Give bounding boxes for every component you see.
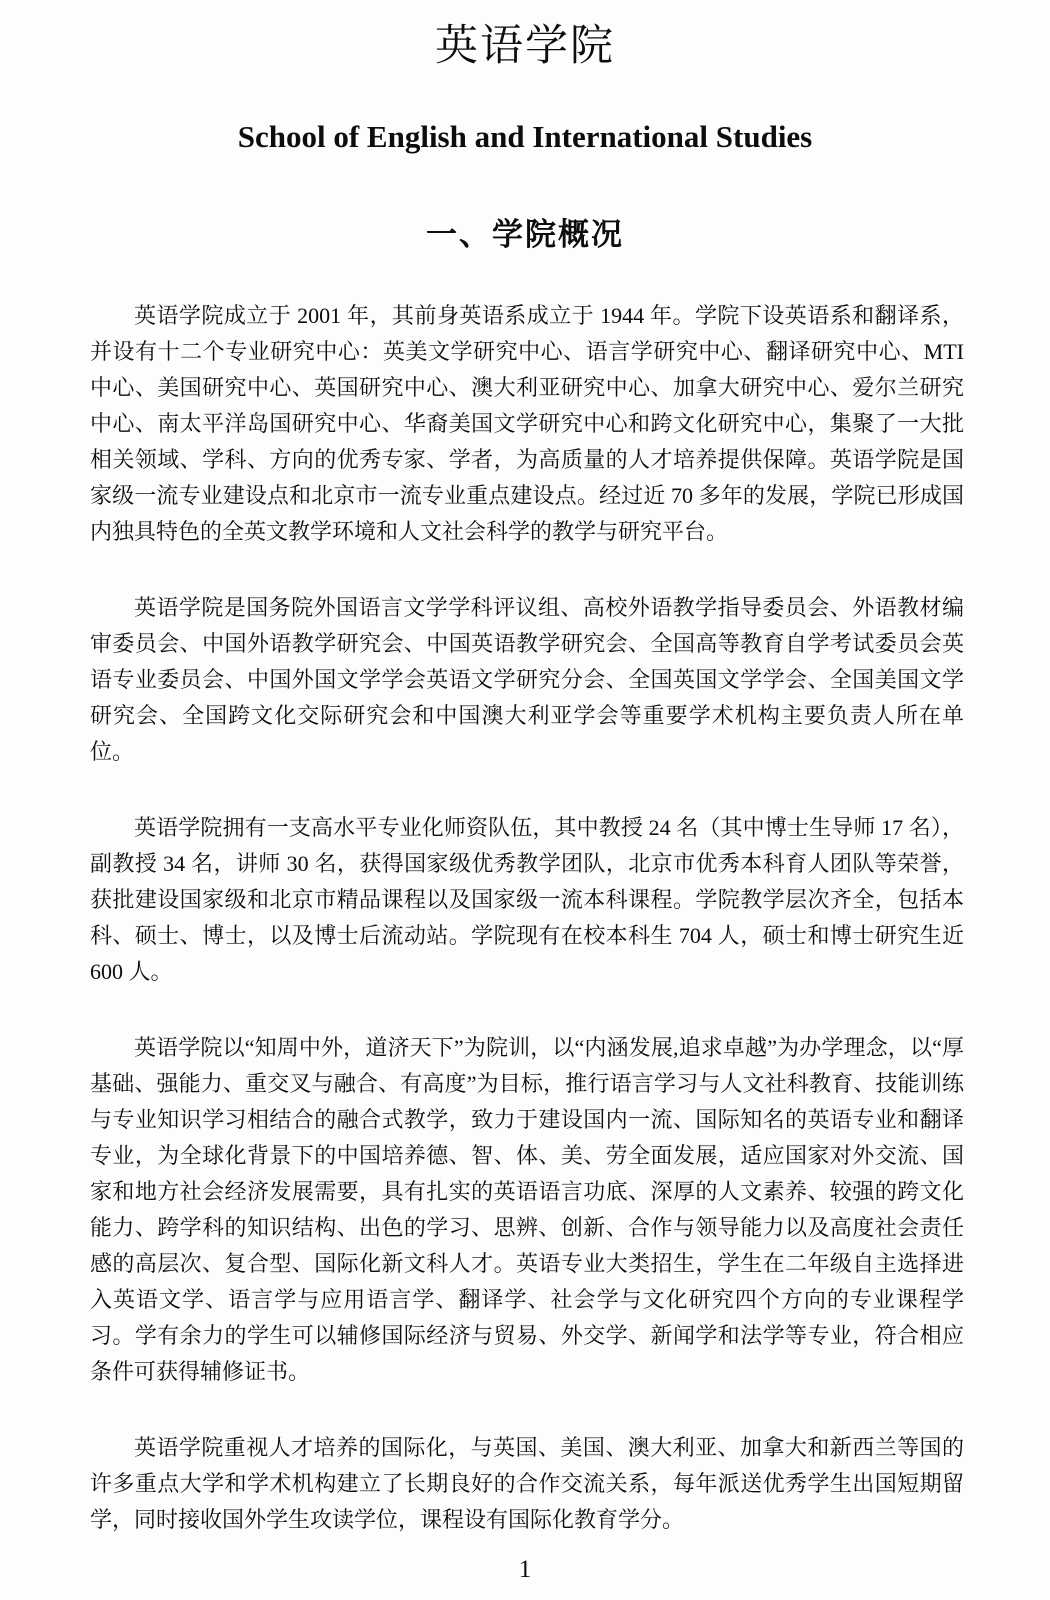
paragraph-overview: 英语学院成立于 2001 年，其前身英语系成立于 1944 年。学院下设英语系和翻译系，并设有十二个专业研究中心：英美文学研究中心、语言学研究中心、翻译研究中心、MTI 中心、美国研究中心、英国研究中心、澳大利亚研究中心、加拿大研究中心、爱尔兰研究中心、南太平洋岛国研究中心、华裔美国文学研究中心和跨文化研究中心，集聚了一大批相关领域、学科、方向的优秀专家、学者，为高质量的人才培养提供保障。英语学院是国家级一流专业建设点和北京市一流专业重点建设点。经过近 70 多年的发展，学院已形成国内独具特色的全英文教学环境和人文社会科学的教学与研究平台。 [90,303,964,544]
page-number: 1 [518,1556,532,1583]
page-title-english: School of English and International Studies [237,119,813,154]
paragraph-academic-institutions: 英语学院是国务院外国语言文学学科评议组、高校外语教学指导委员会、外语教材编审委员会、中国外语教学研究会、中国英语教学研究会、全国高等教育自学考试委员会英语专业委员会、中国外国文学学会英语文学研究分会、全国英国文学学会、全国美国文学研究会、全国跨文化交际研究会和中国澳大利亚学会等重要学术机构主要负责人所在单位。 [90,595,964,764]
document-body [90,298,964,1538]
page-title-chinese: 英语学院 [435,23,615,70]
paragraph-internationalization: 英语学院重视人才培养的国际化，与英国、美国、澳大利亚、加拿大和新西兰等国的许多重点大学和学术机构建立了长期良好的合作交流关系，每年派送优秀学生出国短期留学，同时接收国外学生攻读学位，课程设有国际化教育学分。 [90,1435,964,1532]
paragraph-mission: 英语学院以“知周中外，道济天下”为院训，以“内涵发展,追求卓越”为办学理念，以“厚基础、强能力、重交叉与融合、有高度”为目标，推行语言学习与人文社科教育、技能训练与专业知识学习相结合的融合式教学，致力于建设国内一流、国际知名的英语专业和翻译专业，为全球化背景下的中国培养德、智、体、美、劳全面发展，适应国家对外交流、国家和地方社会经济发展需要，具有扎实的英语语言功底、深厚的人文素养、较强的跨文化能力、跨学科的知识结构、出色的学习、思辨、创新、合作与领导能力以及高度社会责任感的高层次、复合型、国际化新文科人才。英语专业大类招生，学生在二年级自主选择进入英语文学、语言学与应用语言学、翻译学、社会学与文化研究四个方向的专业课程学习。学有余力的学生可以辅修国际经济与贸易、外交学、新闻学和法学等专业，符合相应条件可获得辅修证书。 [90,1035,964,1384]
section-heading: 一、学院概况 [426,217,624,252]
paragraph-faculty: 英语学院拥有一支高水平专业化师资队伍，其中教授 24 名（其中博士生导师 17 名），副教授 34 名，讲师 30 名，获得国家级优秀教学团队，北京市优秀本科育人团队等荣誉，获批建设国家级和北京市精品课程以及国家级一流本科课程。学院教学层次齐全，包括本科、硕士、博士，以及博士后流动站。学院现有在校本科生 704 人，硕士和博士研究生近 600 人。 [90,815,964,984]
